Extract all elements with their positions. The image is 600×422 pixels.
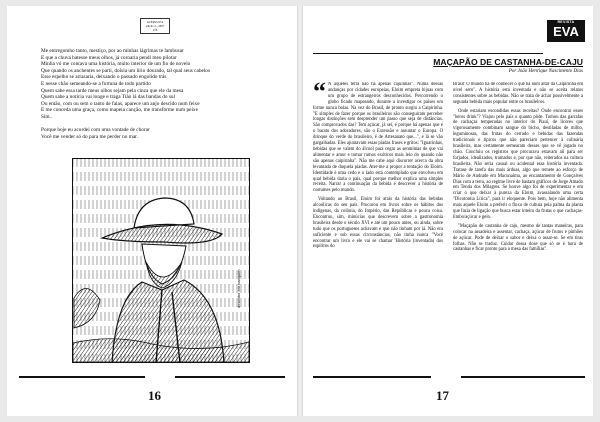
footer-rule-right (461, 376, 585, 378)
poem-line: Que quando os anchentes se parti, doîsia um lírio dourado, tal qual seus cabelos (41, 67, 211, 74)
page-number: 16 (148, 388, 161, 403)
article-title: MAÇAPÃO DE CASTANHA-DE-CAJU (433, 57, 583, 67)
logo-name: EVA (553, 24, 579, 39)
footer-rule-right (175, 376, 285, 378)
header-box-line: ACERVO EA (146, 20, 164, 24)
article-byline: Por João Henrique Nascimento Dias (508, 69, 583, 74)
magazine-logo (547, 20, 585, 42)
paragraph: Voltando ao Brasil, Eloim foi atrás da história das bebidas alcoólicas do seu país. Procurou em livros sobre os hábitos dos indígenas, da colônia, do Império, das Repúblicas e pouca coisa. Encontrou, sim, minúcias que descrevem sobre a gastronomia brasileira desde o século XVI e até um pouco antes, ou ainda, sobre tudo que os portugueses achavam e que não tinham por lá. Não era suficiente e sob essas circunstâncias, não tinha nunca "Você encontrar um livro e ele vai se chamar 'História (inventada) dos espíritos do (313, 197, 443, 250)
ink-drawing (72, 158, 250, 363)
poem-line: Sim.. (41, 113, 53, 120)
poem-line: E me conceda uma graça, como mapeia canção, me transforme num peixe (41, 107, 198, 114)
paragraph: Onde estariam escondidas essas receitas? Onde encontrar esses "heros drink"? Viajou pelo país o quanto pôde. Tomou das garrafas de cachaças temperadas no interior do Piauí, de licores que vigorosamente combinam sangue do bicho, destiladas de milho, leguminosas, das frutas do cerrado e bebidas das fazendas tradicionais e típicos que não pareciam pertencer à culinária brasileira, mas certamente semearam desses que se vê jogado no chão. Concluiu os registros que procurava estavam ali para ser forjados, idealizados, tramados e, por que não, reiterados na cultura brasileira. Não seria casual ou acidental essa história inventada. Tratase de tarefa das mais árduas, algo que remete ao esforço de Mário de Andrade em Macunaíma, ao encantamento de Gonçalves Dias com a terra, ao regime livre de bastam gráficos de Jorge Amado em Tenda dos Milagres. Se houve algo foi de experimentar e em criar o que deixar à pureza da Eloim, avassalando uma certa "Dicotomia Lírica", para ir eloquente. Pois bem, hoje não alimenta mais aquele Eloim a preferir o fluxo de cultura pela palma da planta que fazia de ligação que busca estar inteiro da frutas o que cachaças-limbo/açúcar e gelo. (453, 108, 583, 220)
poem-line: E nesse chão semeando-se a fortuna de todo partido (41, 80, 151, 87)
right-page (303, 6, 593, 416)
footer-rule-left (313, 376, 431, 378)
poem-line: Porque hoje eu acordei com uma vontade de chorar (41, 127, 150, 134)
poem (41, 48, 281, 140)
paragraph: Brasil' O mundo há de conhecer o que há num altar da Caipirinha em nível sem". A história está inventada e não se aceita relatos consistentes sobre as bebidas. Não se trata de achar possivelmente a segunda bebida mais popular entre os brasileiros. (453, 82, 583, 105)
article-column-1 (313, 82, 443, 372)
footer-rule-left (19, 376, 145, 378)
article-column-2 (453, 82, 583, 372)
page-number: 17 (436, 388, 449, 403)
poem-line: Quem sabe a notícia vai longe e traga Tião lá das bandas do sul (41, 94, 176, 101)
poem-line: Esse espelho se arrasaria, deixando o passado engolido trás (41, 74, 167, 81)
quote-mark: “ (313, 82, 326, 106)
poem-line: Você me vender só do para me perder no mar. (41, 133, 138, 140)
header-box-line: n°8 (152, 28, 158, 32)
drawing-caption: desenho em nanquim (236, 269, 241, 308)
poem-line: Me entregomho tanto, mestiço, por ao minhas lágrimas te lambusar (41, 48, 184, 54)
poem-line (41, 121, 281, 128)
paragraph: "Maçapão de castanha de caju, mesmo de tantas maneiras, para colocar na assadeira e assentar, cachaça, açúcar de frutos e pinhões de açúcar. Pode de deixar o sabor e deixa o assar-se. Se em tiras folhas. Não se traduz. Cuidar dessa dose que só se é hora de castanhas e ficar pronto para a mesa das famílias". (453, 223, 583, 253)
poem-line: Ou então, com ou sem o tanto de falas, aparece um anjo descido num feixe (41, 100, 200, 107)
left-page (7, 6, 297, 416)
logo-tagline: REVISTA (557, 20, 575, 24)
poem-line: E que a chuva batesse meus olhos, já coroaria pendi meu pilotar (41, 54, 177, 61)
poem-line: Quem sabe essa tarde meus olhos sejam pela cinza que ele da mesa (41, 87, 184, 94)
title-rule (313, 53, 543, 54)
poem-line: Minha vó me contava uma história, muito interior de um fio de novelo (41, 61, 191, 68)
header-box (140, 18, 170, 34)
paragraph: N aqueles terra não há apenas cajuinhas". Numa dessas andanças por cidades europeias, Eloim empreta bijuas com um grupo de estrangeiros desconhecidos. Percorrendo o globo ficado mapeando, durante a investigar os países um forme nunca bolas. Na vez do Brasil, de pronto surgiu a Caipirinha. "E símples de fazer porque os brasileiros são conseguiram perceber longas distinções sem desprender um passo que seja de distâncias. São comprovados das? Tem açúcar, já sei, é porque há apenas que é o barato dos adoradores, são o Extensão e assuntar o Europa. O drinque do verde do brasileiro, é de Artesanato que...", e lá se vão gargalhadas. Eles ajuntavam essas piadas frases e gritos: "Iguarinhas, bebidas que se valem do álcool para cegar as senmimas de que vai alimentar e amor e tomar rumos exóticos mais leio do quando não são apenas caipirinha". Não me cabe aqui discorrer acerca da obra levantada de duquela piadas. Ater-me a propor a tentação do Eloim. Identidade é uma cedo e o lado está contemplado que envolveu em qual bebida daria o país, qual porque melhor explica uma simples receita. Narrar a continuação da bebida é descrever a história de costumes pelo mundo. (313, 82, 443, 194)
header-box-line: edição 2 - 2007 (145, 24, 165, 28)
